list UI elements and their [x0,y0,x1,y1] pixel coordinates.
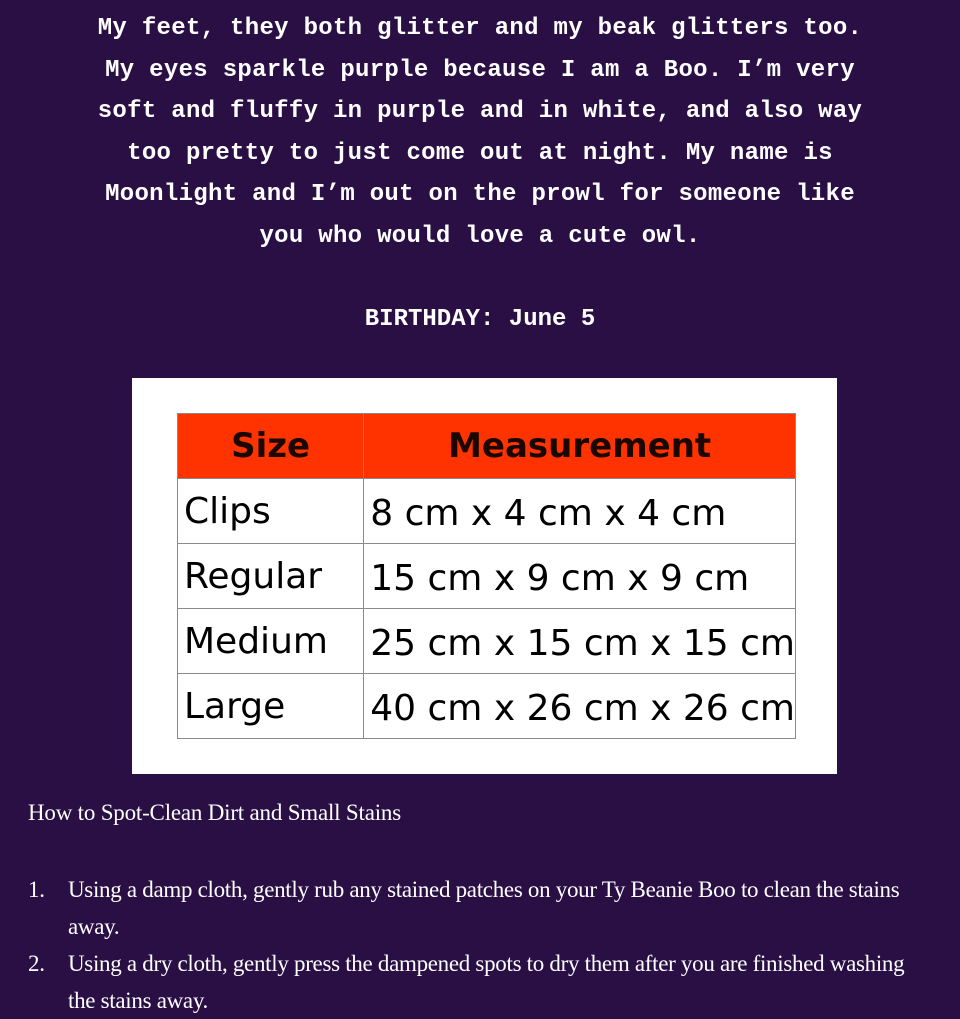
table-header-row [178,414,796,479]
size-cell: Large [178,674,364,739]
measurement-cell: 8 cm x 4 cm x 4 cm [364,479,796,544]
list-item [28,871,908,945]
measurement-cell: 25 cm x 15 cm x 15 cm [364,609,796,674]
size-cell: Clips [178,479,364,544]
poem-line: Moonlight and I’m out on the prowl for someone like [105,181,855,209]
list-item [28,945,908,1019]
poem-line: My feet, they both glitter and my beak glitters too. [97,15,863,42]
size-cell: Regular [178,544,364,609]
poem-text [20,8,940,258]
cleaning-steps-list [28,871,908,1019]
header-size: Size [178,414,364,479]
size-table [177,413,796,739]
cleaning-heading: How to Spot-Clean Dirt and Small Stains [28,800,401,825]
poem-line: My eyes sparkle purple because I am a Boo. I’m very [105,56,855,84]
size-chart-image [132,378,837,774]
step-text: Using a dry cloth, gently press the dampened spots to dry them after you are finished washing the stains away. [68,951,905,1013]
measurement-cell: 40 cm x 26 cm x 26 cm [364,674,796,739]
header-measurement: Measurement [364,414,796,479]
poem-line: too pretty to just come out at night. My name is [127,139,833,167]
birthday-label: BIRTHDAY: June 5 [364,306,596,333]
measurement-cell: 15 cm x 9 cm x 9 cm [364,544,796,609]
table-row [178,479,796,544]
step-text: Using a damp cloth, gently rub any stained patches on your Ty Beanie Boo to clean the stains away. [68,877,900,939]
table-row [178,544,796,609]
table-row [178,674,796,739]
poem-line: soft and fluffy in purple and in white, and also way [97,98,863,126]
table-row [178,609,796,674]
poem-line: you who would love a cute owl. [259,222,701,250]
step-number: 1. [28,877,45,902]
size-cell: Medium [178,609,364,674]
step-number: 2. [28,951,45,976]
